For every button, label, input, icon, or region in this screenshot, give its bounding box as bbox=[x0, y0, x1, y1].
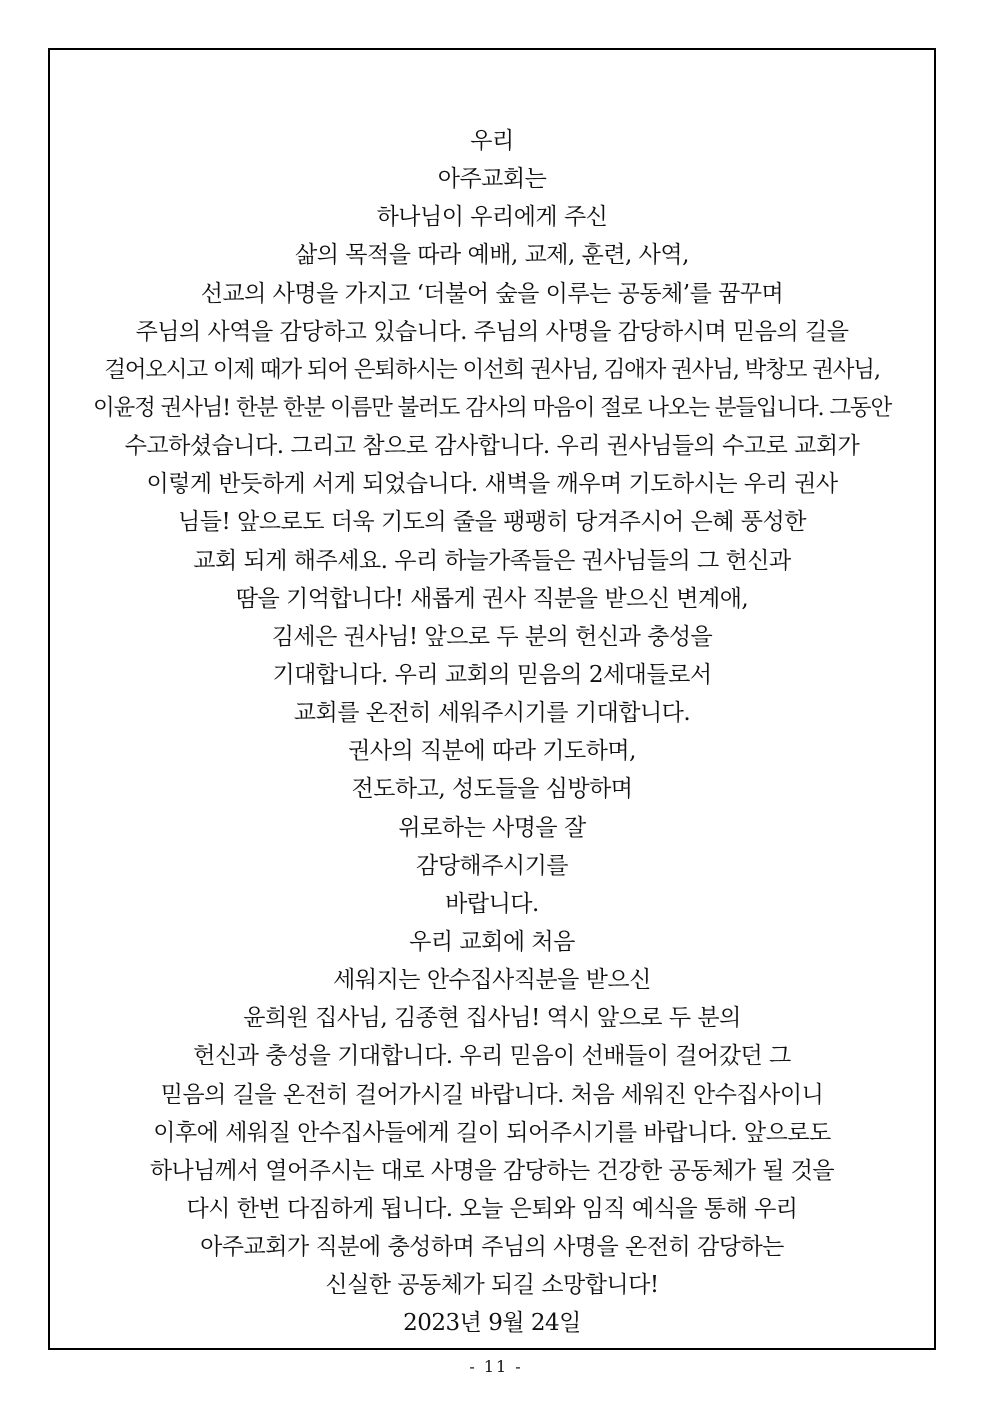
text-line: 수고하셨습니다. 그리고 참으로 감사합니다. 우리 권사님들의 수고로 교회가 bbox=[124, 433, 860, 460]
text-line: 땀을 기억합니다! 새롭게 권사 직분을 받으신 변계애, bbox=[235, 585, 749, 612]
text-line: 주님의 사역을 감당하고 있습니다. 주님의 사명을 감당하시며 믿음의 길을 bbox=[135, 318, 849, 345]
document-date: 2023년 9월 24일 bbox=[403, 1310, 581, 1337]
text-line: 하나님께서 열어주시는 대로 사명을 감당하는 건강한 공동체가 될 것을 bbox=[149, 1157, 835, 1184]
text-line: 님들! 앞으로도 더욱 기도의 줄을 팽팽히 당겨주시어 은혜 풍성한 bbox=[178, 509, 806, 536]
text-line: 세워지는 안수집사직분을 받으신 bbox=[333, 967, 651, 994]
text-line: 바랍니다. bbox=[445, 890, 539, 917]
text-line: 권사의 직분에 따라 기도하며, bbox=[348, 738, 636, 765]
text-line: 우리 bbox=[470, 128, 514, 154]
text-line: 신실한 공동체가 되길 소망합니다! bbox=[325, 1272, 659, 1299]
text-line: 믿음의 길을 온전히 걸어가시길 바랍니다. 처음 세워진 안수집사이니 bbox=[160, 1081, 824, 1108]
text-line: 우리 교회에 처음 bbox=[409, 928, 575, 955]
text-line: 이윤정 권사님! 한분 한분 이름만 불러도 감사의 마음이 절로 나오는 분들입니다. 그동안 bbox=[93, 394, 891, 421]
document-body bbox=[50, 122, 934, 1343]
text-line: 위로하는 사명을 잘 bbox=[398, 814, 586, 841]
text-line: 하나님이 우리에게 주신 bbox=[376, 204, 608, 231]
text-line: 윤희원 집사님, 김종현 집사님! 역시 앞으로 두 분의 bbox=[243, 1005, 741, 1032]
text-line: 걸어오시고 이제 때가 되어 은퇴하시는 이선희 권사님, 김애자 권사님, 박창모 권사님, bbox=[104, 356, 880, 383]
text-line: 전도하고, 성도들을 심방하며 bbox=[351, 776, 633, 803]
text-line: 선교의 사명을 가지고 ‘더불어 숲을 이루는 공동체’를 꿈꾸며 bbox=[200, 280, 784, 307]
text-line: 아주교회는 bbox=[437, 166, 547, 193]
text-line: 아주교회가 직분에 충성하며 주님의 사명을 온전히 감당하는 bbox=[200, 1234, 784, 1261]
page-number: - 11 - bbox=[469, 1357, 523, 1376]
text-line: 헌신과 충성을 기대합니다. 우리 믿음이 선배들이 걸어갔던 그 bbox=[193, 1043, 791, 1070]
text-line: 이후에 세워질 안수집사들에게 길이 되어주시기를 바랍니다. 앞으로도 bbox=[153, 1119, 831, 1146]
document-frame bbox=[48, 48, 936, 1350]
text-line: 기대합니다. 우리 교회의 믿음의 2세대들로서 bbox=[272, 661, 712, 688]
text-line: 교회 되게 해주세요. 우리 하늘가족들은 권사님들의 그 헌신과 bbox=[193, 547, 791, 574]
text-line: 교회를 온전히 세워주시기를 기대합니다. bbox=[293, 700, 691, 727]
text-line: 이렇게 반듯하게 서게 되었습니다. 새벽을 깨우며 기도하시는 우리 권사 bbox=[146, 471, 838, 498]
text-line: 김세은 권사님! 앞으로 두 분의 헌신과 충성을 bbox=[271, 623, 713, 650]
text-line: 다시 한번 다짐하게 됩니다. 오늘 은퇴와 임직 예식을 통해 우리 bbox=[186, 1195, 798, 1222]
text-line: 감당해주시기를 bbox=[415, 852, 569, 879]
text-line: 삶의 목적을 따라 예배, 교제, 훈련, 사역, bbox=[295, 242, 689, 269]
